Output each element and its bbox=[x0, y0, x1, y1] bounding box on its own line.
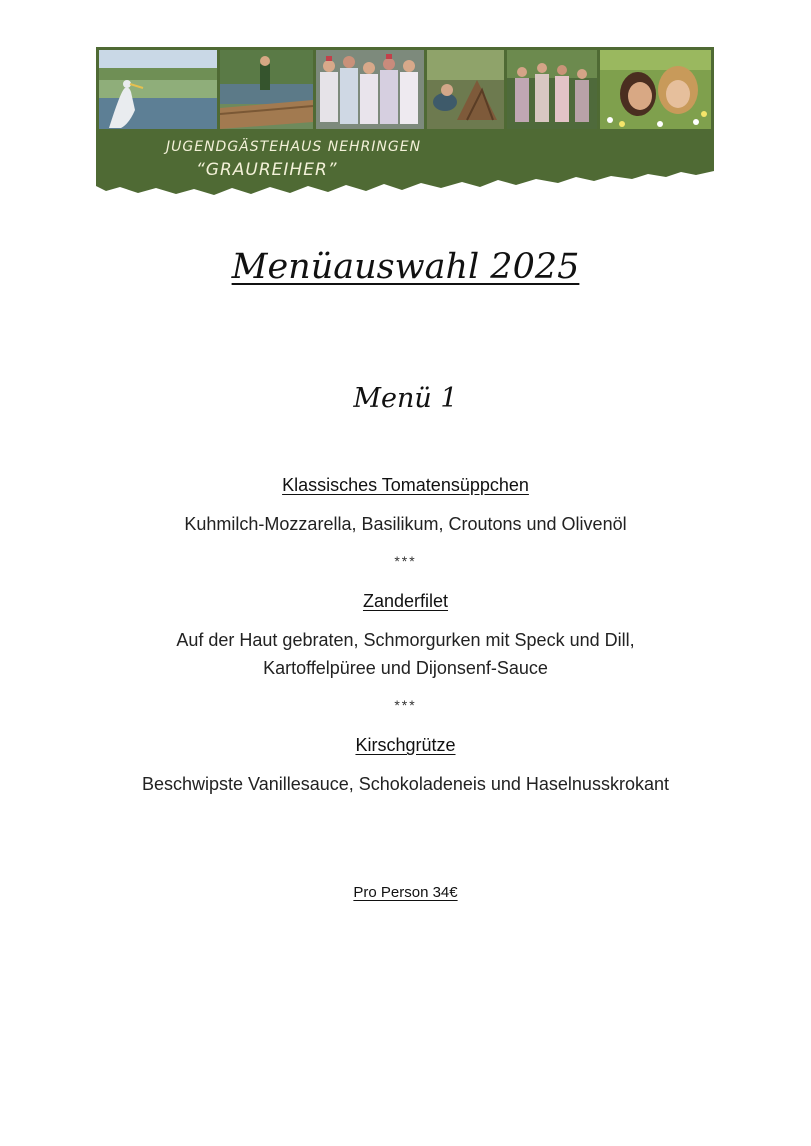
course-name-starter: Klassisches Tomatensüppchen bbox=[282, 475, 529, 495]
course-name-main: Zanderfilet bbox=[362, 591, 449, 611]
course-separator: *** bbox=[394, 553, 417, 569]
two-girls-in-meadow-photo bbox=[600, 50, 711, 129]
course-name-dessert: Kirschgrütze bbox=[355, 735, 456, 755]
course-separator: *** bbox=[394, 697, 417, 713]
header-banner bbox=[96, 47, 714, 197]
price-per-person: Pro Person 34€ bbox=[353, 884, 458, 901]
photo-strip bbox=[99, 50, 711, 129]
raft-children-photo bbox=[220, 50, 313, 129]
campfire-building-photo bbox=[427, 50, 504, 129]
course-description-dessert: Beschwipste Vanillesauce, Schokoladeneis und Haselnusskrokant bbox=[142, 774, 669, 794]
course-description-starter: Kuhmilch-Mozzarella, Basilikum, Croutons und Olivenöl bbox=[184, 514, 627, 534]
document-title: Menüauswahl 2025 bbox=[231, 247, 580, 287]
course-description-main-line-1: Auf der Haut gebraten, Schmorgurken mit Speck und Dill, bbox=[176, 630, 635, 650]
hostel-subname: “GRAUREIHER” bbox=[196, 160, 338, 180]
girls-in-forest-photo bbox=[507, 50, 597, 129]
heron-landscape-photo bbox=[99, 50, 217, 129]
group-children-photo bbox=[316, 50, 424, 129]
course-description-main-line-2: Kartoffelpüree und Dijonsenf-Sauce bbox=[263, 658, 548, 678]
banner-torn-edge bbox=[96, 165, 714, 197]
menu-title: Menü 1 bbox=[353, 383, 458, 414]
hostel-name: JUGENDGÄSTEHAUS NEHRINGEN bbox=[166, 139, 422, 155]
